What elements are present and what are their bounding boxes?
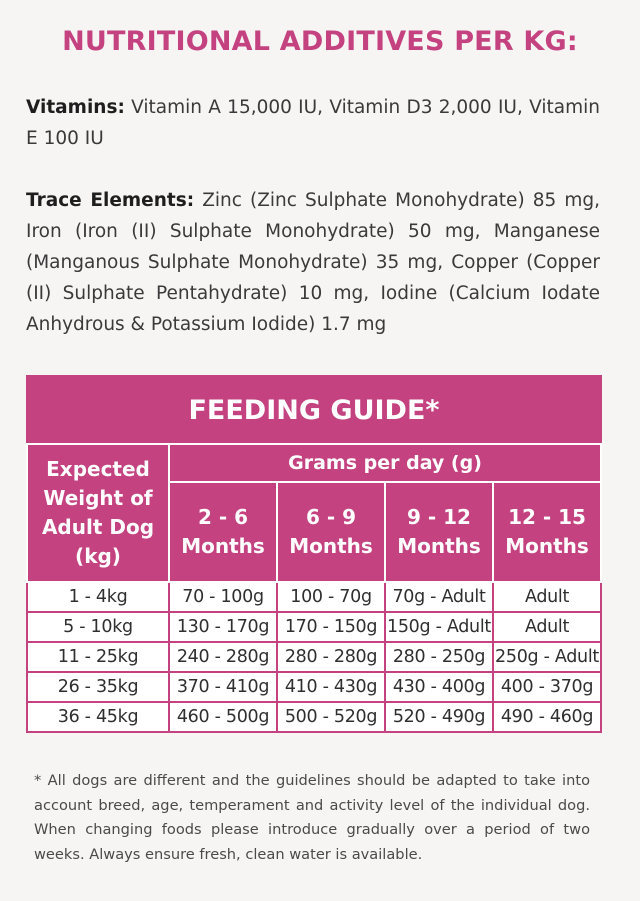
grams-cell: 500 - 520g: [277, 702, 385, 732]
trace-elements-text: Zinc (Zinc Sulphate Monohydrate) 85 mg, Iron (Iron (II) Sulphate Monohydrate) 50 mg, Manganese (Manganous Sulphate Monohydrate) 35 mg, Copper (Copper (II) Sulphate Pentahydrate) 10 mg, Iodine (Calcium Iodate Anhydrous & Potassium Iodide) 1.7 mg: [26, 190, 600, 335]
feeding-guide-table: [26, 375, 602, 733]
age-unit: Months: [397, 534, 481, 558]
age-unit: Months: [181, 534, 265, 558]
table-row: [27, 612, 601, 642]
grams-cell: Adult: [493, 582, 601, 612]
weight-cell: 5 - 10kg: [27, 612, 169, 642]
grams-cell: 240 - 280g: [169, 642, 277, 672]
grams-cell: 170 - 150g: [277, 612, 385, 642]
grams-cell: 370 - 410g: [169, 672, 277, 702]
age-range: 2 - 6: [197, 505, 249, 529]
footnote: * All dogs are different and the guidelines should be adapted to take into account breed, age, temperament and activity level of the individual dog. When changing foods please introduce gradually over a period of two weeks. Always ensure fresh, clean water is available.: [34, 772, 590, 863]
table-row: [27, 672, 601, 702]
age-unit: Months: [505, 534, 589, 558]
grams-cell: 250g - Adult: [493, 642, 601, 672]
age-column-header: [169, 482, 277, 582]
vitamins-text: Vitamin A 15,000 IU, Vitamin D3 2,000 IU, Vitamin E 100 IU: [26, 97, 600, 149]
grams-cell: 100 - 70g: [277, 582, 385, 612]
grams-cell: 70g - Adult: [385, 582, 493, 612]
grams-cell: 150g - Adult: [385, 612, 493, 642]
expected-weight-header: [27, 444, 169, 582]
weight-cell: 11 - 25kg: [27, 642, 169, 672]
grams-per-day-header: Grams per day (g): [169, 444, 601, 482]
weight-cell: 36 - 45kg: [27, 702, 169, 732]
trace-elements-label: Trace Elements:: [26, 190, 195, 211]
age-range: 9 - 12: [407, 505, 471, 529]
grams-cell: 400 - 370g: [493, 672, 601, 702]
vitamins-paragraph: [26, 92, 600, 154]
expected-weight-line: (kg): [75, 544, 121, 568]
expected-weight-line: Adult Dog: [41, 515, 155, 539]
expected-weight-line: Weight of: [43, 486, 153, 510]
vitamins-label: Vitamins:: [26, 97, 125, 118]
feeding-guide-title: FEEDING GUIDE*: [27, 376, 601, 444]
grams-cell: 460 - 500g: [169, 702, 277, 732]
expected-weight-line: Expected: [46, 457, 150, 481]
age-column-header: [493, 482, 601, 582]
grams-cell: 430 - 400g: [385, 672, 493, 702]
grams-cell: 280 - 280g: [277, 642, 385, 672]
table-row: [27, 582, 601, 612]
age-range: 12 - 15: [508, 505, 586, 529]
grams-cell: Adult: [493, 612, 601, 642]
grams-cell: 410 - 430g: [277, 672, 385, 702]
page-title: NUTRITIONAL ADDITIVES PER KG:: [62, 26, 578, 57]
weight-cell: 1 - 4kg: [27, 582, 169, 612]
trace-elements-paragraph: [26, 185, 600, 340]
age-range: 6 - 9: [305, 505, 357, 529]
age-column-header: [277, 482, 385, 582]
grams-cell: 520 - 490g: [385, 702, 493, 732]
grams-cell: 130 - 170g: [169, 612, 277, 642]
table-row: [27, 642, 601, 672]
table-row: [27, 702, 601, 732]
weight-cell: 26 - 35kg: [27, 672, 169, 702]
grams-cell: 70 - 100g: [169, 582, 277, 612]
grams-cell: 490 - 460g: [493, 702, 601, 732]
age-column-header: [385, 482, 493, 582]
age-unit: Months: [289, 534, 373, 558]
grams-cell: 280 - 250g: [385, 642, 493, 672]
